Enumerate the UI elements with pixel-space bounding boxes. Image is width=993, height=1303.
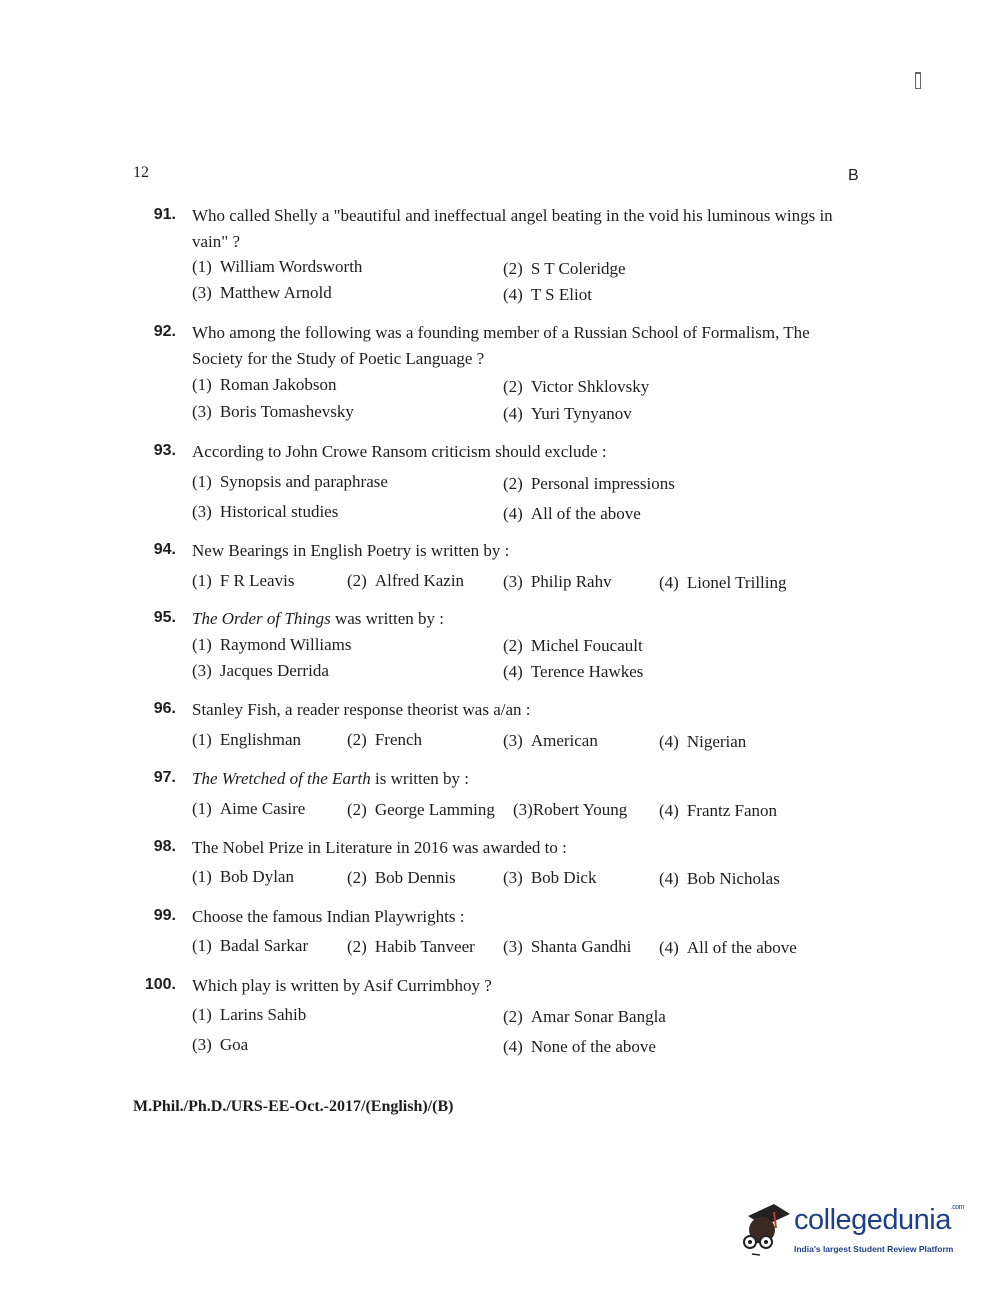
option-number: (2) [503, 377, 523, 396]
question-text-rest: is written by : [370, 769, 470, 788]
option-number: (2) [347, 571, 367, 590]
option-text: Alfred Kazin [374, 571, 465, 590]
question-number: 91. [153, 206, 176, 223]
option-4 [503, 285, 592, 305]
option-text: All of the above [686, 938, 797, 957]
option-text: Robert Young [532, 800, 628, 819]
option-number: (4) [659, 801, 679, 820]
question-text [192, 766, 862, 792]
question-number: 97. [153, 769, 176, 786]
option-number: (3) [503, 572, 523, 591]
question-text: Stanley Fish, a reader response theorist was a/an : [192, 700, 531, 719]
option-number: (3) [192, 502, 212, 521]
question-text: Who called Shelly a "beautiful and ineffectual angel beating in the void his luminous wings in vain" ? [192, 206, 833, 251]
option-4 [503, 662, 643, 682]
option-text: Jacques Derrida [219, 661, 329, 680]
option-number: (4) [503, 285, 523, 304]
option-text: Boris Tomashevsky [219, 402, 354, 421]
question-text: Who among the following was a founding member of a Russian School of Formalism, The Society for the Study of Poetic Language ? [192, 323, 810, 368]
option-4 [503, 504, 641, 524]
question-text-rest: was written by : [330, 609, 445, 628]
question-number: 100. [144, 976, 176, 993]
logo-tagline: India's largest Student Review Platform [794, 1244, 954, 1254]
option-number: (2) [347, 868, 367, 887]
option-number: (1) [192, 799, 212, 818]
option-text: Yuri Tynyanov [530, 404, 632, 423]
option-number: (2) [347, 730, 367, 749]
option-text: T S Eliot [530, 285, 592, 304]
option-text: Bob Nicholas [686, 869, 780, 888]
option-text: F R Leavis [219, 571, 295, 590]
option-3 [503, 731, 598, 751]
option-text: Synopsis and paraphrase [219, 472, 388, 491]
book-title: The Order of Things [192, 609, 331, 628]
option-number: (2) [347, 937, 367, 956]
option-1 [192, 799, 305, 819]
option-2 [347, 800, 495, 820]
option-number: (2) [347, 800, 367, 819]
option-2 [347, 937, 475, 957]
option-number: (3) [192, 402, 212, 421]
option-2 [503, 259, 626, 279]
option-text: Nigerian [686, 732, 747, 751]
option-text: Personal impressions [530, 474, 675, 493]
option-4 [659, 732, 746, 752]
question-text: According to John Crowe Ransom criticism should exclude : [192, 442, 607, 461]
option-1 [192, 730, 301, 750]
option-number: (1) [192, 472, 212, 491]
question-number: 98. [153, 838, 176, 855]
option-text: Habib Tanveer [374, 937, 475, 956]
option-2 [503, 1007, 666, 1027]
option-number: (2) [503, 474, 523, 493]
book-title: The Wretched of the Earth [192, 769, 371, 788]
page-number: 12 [133, 164, 149, 181]
option-number: (3) [192, 661, 212, 680]
option-2 [503, 636, 643, 656]
option-3 [192, 283, 332, 303]
option-text: Historical studies [219, 502, 339, 521]
option-number: (3) [192, 1035, 212, 1054]
option-4 [659, 801, 777, 821]
logo-wordmark [794, 1204, 964, 1237]
option-number: (4) [503, 504, 523, 523]
option-4 [659, 938, 797, 958]
option-1 [192, 936, 308, 956]
option-text: American [530, 731, 598, 750]
option-3 [192, 661, 329, 681]
option-number: (1) [192, 635, 212, 654]
set-code: B [848, 167, 859, 184]
option-number: (3) [513, 800, 533, 819]
option-number: (4) [659, 732, 679, 751]
option-text: Larins Sahib [219, 1005, 307, 1024]
option-4 [503, 404, 632, 424]
option-3 [192, 402, 354, 422]
option-text: Englishman [219, 730, 302, 749]
option-number: (1) [192, 571, 212, 590]
option-text: Philip Rahv [530, 572, 612, 591]
question-number: 93. [153, 442, 176, 459]
option-text: Bob Dennis [374, 868, 456, 887]
option-text: S T Coleridge [530, 259, 626, 278]
option-number: (1) [192, 375, 212, 394]
option-number: (4) [659, 573, 679, 592]
question-text: New Bearings in English Poetry is written by : [192, 541, 510, 560]
option-number: (1) [192, 730, 212, 749]
option-1 [192, 257, 362, 277]
question-text: Choose the famous Indian Playwrights : [192, 907, 465, 926]
question-text [192, 606, 862, 632]
option-number: (4) [503, 404, 523, 423]
logo-suffix: .com [950, 1204, 965, 1211]
option-text: All of the above [530, 504, 641, 523]
option-number: (1) [192, 936, 212, 955]
option-number: (3) [503, 731, 523, 750]
option-1 [192, 867, 294, 887]
collegedunia-logo [736, 1198, 965, 1262]
option-1 [192, 635, 352, 655]
option-number: (4) [659, 938, 679, 957]
option-text: French [374, 730, 423, 749]
option-text: Badal Sarkar [219, 936, 309, 955]
option-number: (3) [192, 283, 212, 302]
question-number: 99. [153, 907, 176, 924]
option-text: None of the above [530, 1037, 656, 1056]
option-number: (4) [503, 1037, 523, 1056]
option-3 [503, 572, 612, 592]
option-number: (2) [503, 259, 523, 278]
option-text: Terence Hawkes [530, 662, 644, 681]
option-number: (1) [192, 257, 212, 276]
option-text: George Lamming [374, 800, 495, 819]
option-text: William Wordsworth [219, 257, 363, 276]
option-2 [347, 730, 422, 750]
option-number: (4) [503, 662, 523, 681]
option-text: Matthew Arnold [219, 283, 332, 302]
option-number: (1) [192, 1005, 212, 1024]
question-number: 94. [153, 541, 176, 558]
option-2 [347, 868, 456, 888]
option-text: Lionel Trilling [686, 573, 787, 592]
option-3 [192, 1035, 248, 1055]
option-3 [192, 502, 338, 522]
option-1 [192, 375, 336, 395]
option-text: Goa [219, 1035, 249, 1054]
option-3 [503, 868, 596, 888]
mascot-icon [736, 1198, 792, 1256]
option-text: Roman Jakobson [219, 375, 337, 394]
option-2 [503, 377, 649, 397]
option-text: Shanta Gandhi [530, 937, 632, 956]
option-number: (1) [192, 867, 212, 886]
question-text: Which play is written by Asif Currimbhoy ? [192, 976, 492, 995]
option-text: Frantz Fanon [686, 801, 778, 820]
question-number: 92. [153, 323, 176, 340]
option-number: (3) [503, 937, 523, 956]
option-3 [503, 937, 631, 957]
option-1 [192, 1005, 306, 1025]
option-2 [503, 474, 675, 494]
option-2 [347, 571, 464, 591]
option-number: (3) [503, 868, 523, 887]
option-text: Amar Sonar Bangla [530, 1007, 666, 1026]
logo-name: collegedunia [794, 1204, 951, 1236]
option-1 [192, 472, 388, 492]
option-number: (2) [503, 636, 523, 655]
option-text: Michel Foucault [530, 636, 643, 655]
option-number: (2) [503, 1007, 523, 1026]
option-1 [192, 571, 294, 591]
option-text: Raymond Williams [219, 635, 352, 654]
option-4 [659, 869, 780, 889]
question-number: 95. [153, 609, 176, 626]
question-text: The Nobel Prize in Literature in 2016 was awarded to : [192, 838, 567, 857]
paper-code-footer: M.Phil./Ph.D./URS-EE-Oct.-2017/(English)/(B) [133, 1098, 454, 1115]
option-4 [503, 1037, 656, 1057]
option-3 [513, 800, 627, 820]
corner-mark [915, 72, 921, 89]
option-4 [659, 573, 787, 593]
option-text: Victor Shklovsky [530, 377, 650, 396]
option-text: Aime Casire [219, 799, 306, 818]
option-number: (4) [659, 869, 679, 888]
option-text: Bob Dylan [219, 867, 294, 886]
option-text: Bob Dick [530, 868, 597, 887]
question-number: 96. [153, 700, 176, 717]
